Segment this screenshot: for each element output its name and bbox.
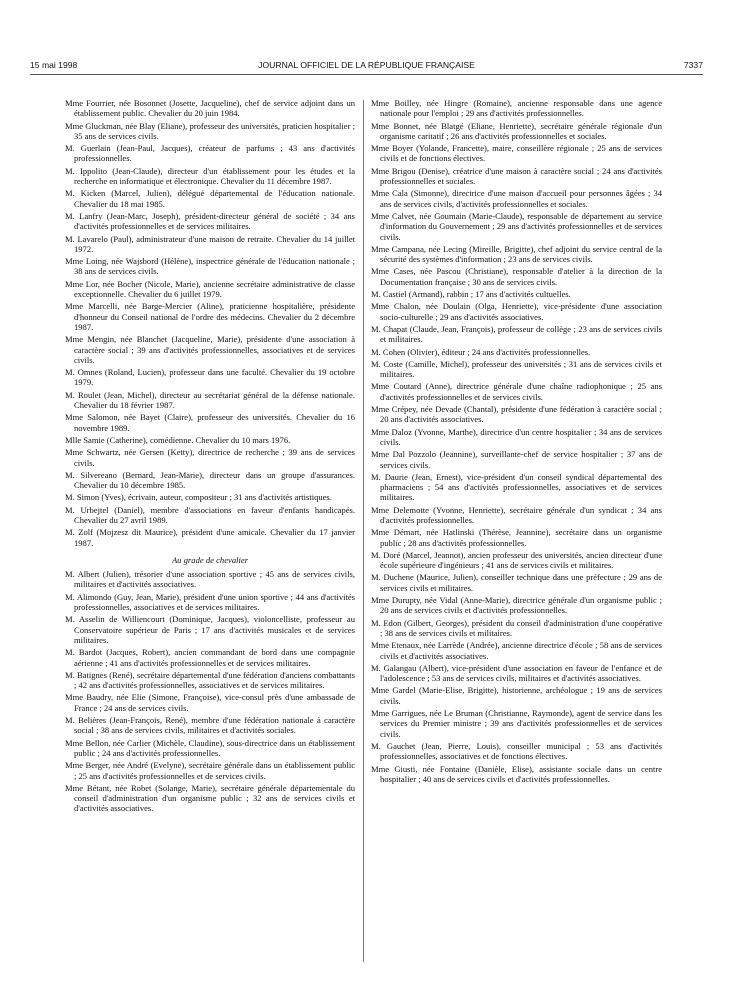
header-journal-title: JOURNAL OFFICIEL DE LA RÉPUBLIQUE FRANÇAISE: [258, 60, 475, 70]
page-header: [30, 60, 703, 72]
right-column: [371, 98, 662, 786]
nomination-entry: Mme Baudry, née Elie (Simone, Françoise), vice-consul près d'une ambassade de France ; 24 ans de services civils.: [65, 692, 355, 713]
nomination-entry: M. Lanfry (Jean-Marc, Joseph), président-directeur général de société ; 34 ans d'activités professionnelles et de services militaires.: [65, 210, 355, 232]
nomination-entry: M. Edon (Gilbert, Georges), président du conseil d'administration d'une coopérative ; 38 ans de services civils et militaires.: [371, 617, 662, 638]
nomination-entry: Mme Durupty, née Vidal (Anne-Marie), directrice générale d'un organisme public ; 20 ans de services civils et d'activités professionnelles.: [371, 595, 662, 616]
nomination-entry: M. Simon (Yves), écrivain, auteur, compositeur ; 31 ans d'activités artistiques.: [65, 492, 332, 503]
section-title: Au grade de chevalier: [171, 554, 249, 565]
nomination-entry: Mme Bétant, née Robet (Solange, Marie), secrétaire générale départementale du conseil d'administration d'un organisme public ; 32 ans de services civils et d'activités associatives.: [65, 782, 355, 814]
nomination-entry: M. Zolf (Mojzesz dit Maurice), président d'une amicale. Chevalier du 17 janvier 1987.: [65, 527, 355, 548]
nomination-entry: M. Lavarelo (Paul), administrateur d'une maison de retraite. Chevalier du 14 juillet 1972.: [65, 233, 355, 254]
nomination-entry: M. Galangau (Albert), vice-président d'une association en faveur de l'enfance et de l'adolescence ; 53 ans de services civils, militaires et d'activités associatives.: [371, 662, 662, 684]
nomination-entry: Mme Fourrier, née Bosonnet (Josette, Jacqueline), chef de service adjoint dans un établissement public. Chevalier du 20 juin 1984.: [65, 98, 355, 119]
nomination-entry: M. Bardot (Jacques, Robert), ancien commandant de bord dans une compagnie aérienne ; 41 ans d'activités professionnelles et de services militaires.: [65, 647, 355, 668]
nomination-entry: Mme Crépey, née Devade (Chantal), présidente d'une fédération à caractère social ; 20 ans d'activités associatives.: [371, 404, 662, 425]
nomination-entry: Mme Bonnet, née Blatgé (Eliane, Henriette), secrétaire générale régionale d'un organisme caritatif ; 26 ans d'activités professionnelles et sociales.: [371, 120, 662, 141]
nomination-entry: Mme Calvet, née Goumain (Marie-Claude), responsable de département au service d'information du Gouvernement ; 29 ans d'activités professionnelles et de services civils.: [371, 210, 662, 242]
nomination-entry: M. Urbejtel (Daniel), membre d'associations en faveur d'enfants handicapés. Chevalier du 27 avril 1989.: [65, 504, 355, 525]
nomination-entry: Mme Mengin, née Blanchet (Jacqueline, Marie), présidente d'une association à caractère social ; 39 ans d'activités professionnelles, associatives et de services civils.: [65, 334, 355, 365]
nomination-entry: Mme Boyer (Yolande, Francette), maire, conseillère régionale ; 25 ans de services civils et de fonctions électives.: [371, 143, 662, 164]
nomination-entry: M. Belières (Jean-François, René), membre d'une fédération nationale à caractère social ; 38 ans de services civils, militaires et d'activités sociales.: [65, 715, 355, 736]
nomination-entry: Mlle Samie (Catherine), comédienne. Chevalier du 10 mars 1976.: [65, 434, 291, 445]
nomination-entry: Mme Etenaux, née Larrède (Andrée), ancienne directrice d'école ; 58 ans de services civils et d'activités associatives.: [371, 640, 662, 661]
nomination-entry: M. Cohen (Olivier), éditeur ; 24 ans d'activités professionnelles.: [371, 346, 591, 357]
nomination-entry: Mme Dal Pozzolo (Jeannine), surveillante-chef de service hospitalier ; 37 ans de services civils.: [371, 449, 662, 470]
nomination-entry: Mme Coutard (Anne), directrice générale d'une chaîne radiophonique ; 25 ans d'activités professionnelles et de services civils.: [371, 381, 662, 402]
left-entries-after: [65, 569, 355, 814]
nomination-entry: M. Silvereano (Bernard, Jean-Marie), directeur dans un groupe d'assurances. Chevalier du 10 décembre 1985.: [65, 469, 355, 491]
nomination-entry: M. Alimondo (Guy, Jean, Marie), président d'une union sportive ; 44 ans d'activités professionnelles, associatives et de services militaires.: [65, 591, 355, 613]
nomination-entry: Mme Loing, née Wajsbord (Hélène), inspectrice générale de l'éducation nationale ; 38 ans de services civils.: [65, 256, 355, 277]
nomination-entry: M. Gauchet (Jean, Pierre, Louis), conseiller municipal ; 53 ans d'activités professionnelles, associatives et de fonctions électives.: [371, 740, 662, 762]
nomination-entry: Mme Berger, née André (Evelyne), secrétaire générale dans un établissement public ; 25 ans d'activités professionnelles et de services civils.: [65, 760, 355, 781]
column-separator: [363, 100, 364, 962]
nomination-entry: M. Castiel (Armand), rabbin ; 17 ans d'activités cultuelles.: [371, 289, 571, 300]
nomination-entry: Mme Garrigues, née Le Bruman (Christianne, Raymonde), agent de service dans les services du Premier ministre ; 39 ans d'activités professionnelles et de services civils.: [371, 708, 662, 739]
nomination-entry: Mme Chalon, née Doulain (Olga, Henriette), vice-présidente d'une association socio-culturelle ; 29 ans d'activités associatives.: [371, 301, 662, 322]
header-rule: [30, 74, 703, 75]
nomination-entry: Mme Schwartz, née Gersen (Ketty), directrice de recherche ; 39 ans de services civils.: [65, 447, 355, 468]
nomination-entry: Mme Giusti, née Fontaine (Danièle, Elise), assistante sociale dans un centre hospitalier ; 40 ans de services civils et d'activités professionnelles.: [371, 763, 662, 784]
nomination-entry: Mme Démart, née Hatlinski (Thérèse, Jeannine), secrétaire dans un organisme public ; 28 ans d'activités professionnelles.: [371, 527, 662, 548]
nomination-entry: M. Asselin de Williencourt (Dominique, Jacques), violoncelliste, professeur au Conservatoire supérieur de Paris ; 17 ans d'activités musicales et de services militaires.: [65, 614, 355, 645]
nomination-entry: Mme Cala (Simonne), directrice d'une maison d'accueil pour personnes âgées ; 34 ans de services civils, d'activités professionnelles et sociales.: [371, 188, 662, 209]
right-entries: [371, 98, 662, 784]
nomination-entry: M. Albert (Julien), trésorier d'une association sportive ; 45 ans de services civils, militaires et d'activités associatives.: [65, 569, 355, 590]
nomination-entry: M. Chapat (Claude, Jean, François), professeur de collège ; 23 ans de services civils et militaires.: [371, 323, 662, 345]
nomination-entry: Mme Daloz (Yvonne, Marthe), directrice d'un centre hospitalier ; 34 ans de services civils.: [371, 426, 662, 447]
nomination-entry: Mme Gluckman, née Blay (Eliane), professeur des universités, praticien hospitalier ; 35 ans de services civils.: [65, 120, 355, 141]
nomination-entry: Mme Delemotte (Yvonne, Henriette), secrétaire générale d'un syndicat ; 34 ans d'activités professionnelles.: [371, 504, 662, 525]
nomination-entry: Mme Marcelli, née Barge-Mercier (Aline), praticienne hospitalière, présidente d'honneur du Conseil national de l'ordre des médecins. Chevalier du 2 décembre 1987.: [65, 301, 355, 332]
nomination-entry: M. Daurie (Jean, Ernest), vice-président d'un conseil syndical départemental des pharmaciens ; 54 ans d'activités professionnelles, associatives et de services militaires.: [371, 471, 662, 503]
left-column: [65, 98, 355, 816]
nomination-entry: Mme Cases, née Pascou (Christiane), responsable d'atelier à la direction de la Documentation française ; 30 ans de services civils.: [371, 266, 662, 287]
nomination-entry: Mme Boilley, née Hingre (Romaine), ancienne responsable dans une agence nationale pour l'emploi ; 29 ans d'activités professionnelles.: [371, 98, 662, 119]
nomination-entry: Mme Bellon, née Carlier (Michèle, Claudine), sous-directrice dans un établissement public ; 24 ans d'activités professionnelles.: [65, 737, 355, 758]
nomination-entry: M. Kicken (Marcel, Julien), délégué départemental de l'éducation nationale. Chevalier du 18 mai 1985.: [65, 188, 355, 209]
nomination-entry: M. Omnes (Roland, Lucien), professeur dans une faculté. Chevalier du 19 octobre 1979.: [65, 367, 355, 388]
header-date: 15 mai 1998: [30, 60, 78, 70]
nomination-entry: Mme Campana, née Lecing (Mireille, Brigitte), chef adjoint du service central de la sécurité des systèmes d'information ; 23 ans de services civils.: [371, 243, 662, 265]
left-entries-before: [65, 98, 355, 548]
nomination-entry: M. Batignes (René), secrétaire départemental d'une fédération d'anciens combattants ; 42 ans d'activités professionnelles, associatives et de services militaires.: [65, 669, 355, 691]
nomination-entry: M. Duchene (Maurice, Julien), conseiller technique dans une préfecture ; 29 ans de services civils et militaires.: [371, 572, 662, 593]
nomination-entry: M. Roulet (Jean, Michel), directeur au secrétariat général de la défense nationale. Chevalier du 18 février 1987.: [65, 389, 355, 411]
header-page-number: 7337: [683, 60, 703, 70]
nomination-entry: M. Ippolito (Jean-Claude), directeur d'un établissement pour les études et la recherche en informatique et électronique. Chevalier du 11 décembre 1987.: [65, 165, 355, 187]
nomination-entry: M. Doré (Marcel, Jeannot), ancien professeur des universités, ancien directeur d'une école supérieure d'ingénieurs ; 41 ans de services civils et militaires.: [371, 549, 662, 571]
nomination-entry: Mme Salomon, née Bayet (Claire), professeur des universités. Chevalier du 16 novembre 1989.: [65, 412, 355, 433]
nomination-entry: Mme Lor, née Bocher (Nicole, Marie), ancienne secrétaire administrative de classe exceptionnelle. Chevalier du 6 juillet 1979.: [65, 278, 355, 300]
nomination-entry: M. Guerlain (Jean-Paul, Jacques), créateur de parfums ; 43 ans d'activités professionnelles.: [65, 143, 355, 164]
nomination-entry: Mme Brigou (Denise), créatrice d'une maison à caractère social ; 24 ans d'activités professionnelles et sociales.: [371, 165, 662, 187]
nomination-entry: Mme Gardel (Marie-Elise, Brigitte), historienne, archéologue ; 19 ans de services civils.: [371, 685, 662, 706]
nomination-entry: M. Coste (Camille, Michel), professeur des universités ; 31 ans de services civils et militaires.: [371, 358, 662, 380]
